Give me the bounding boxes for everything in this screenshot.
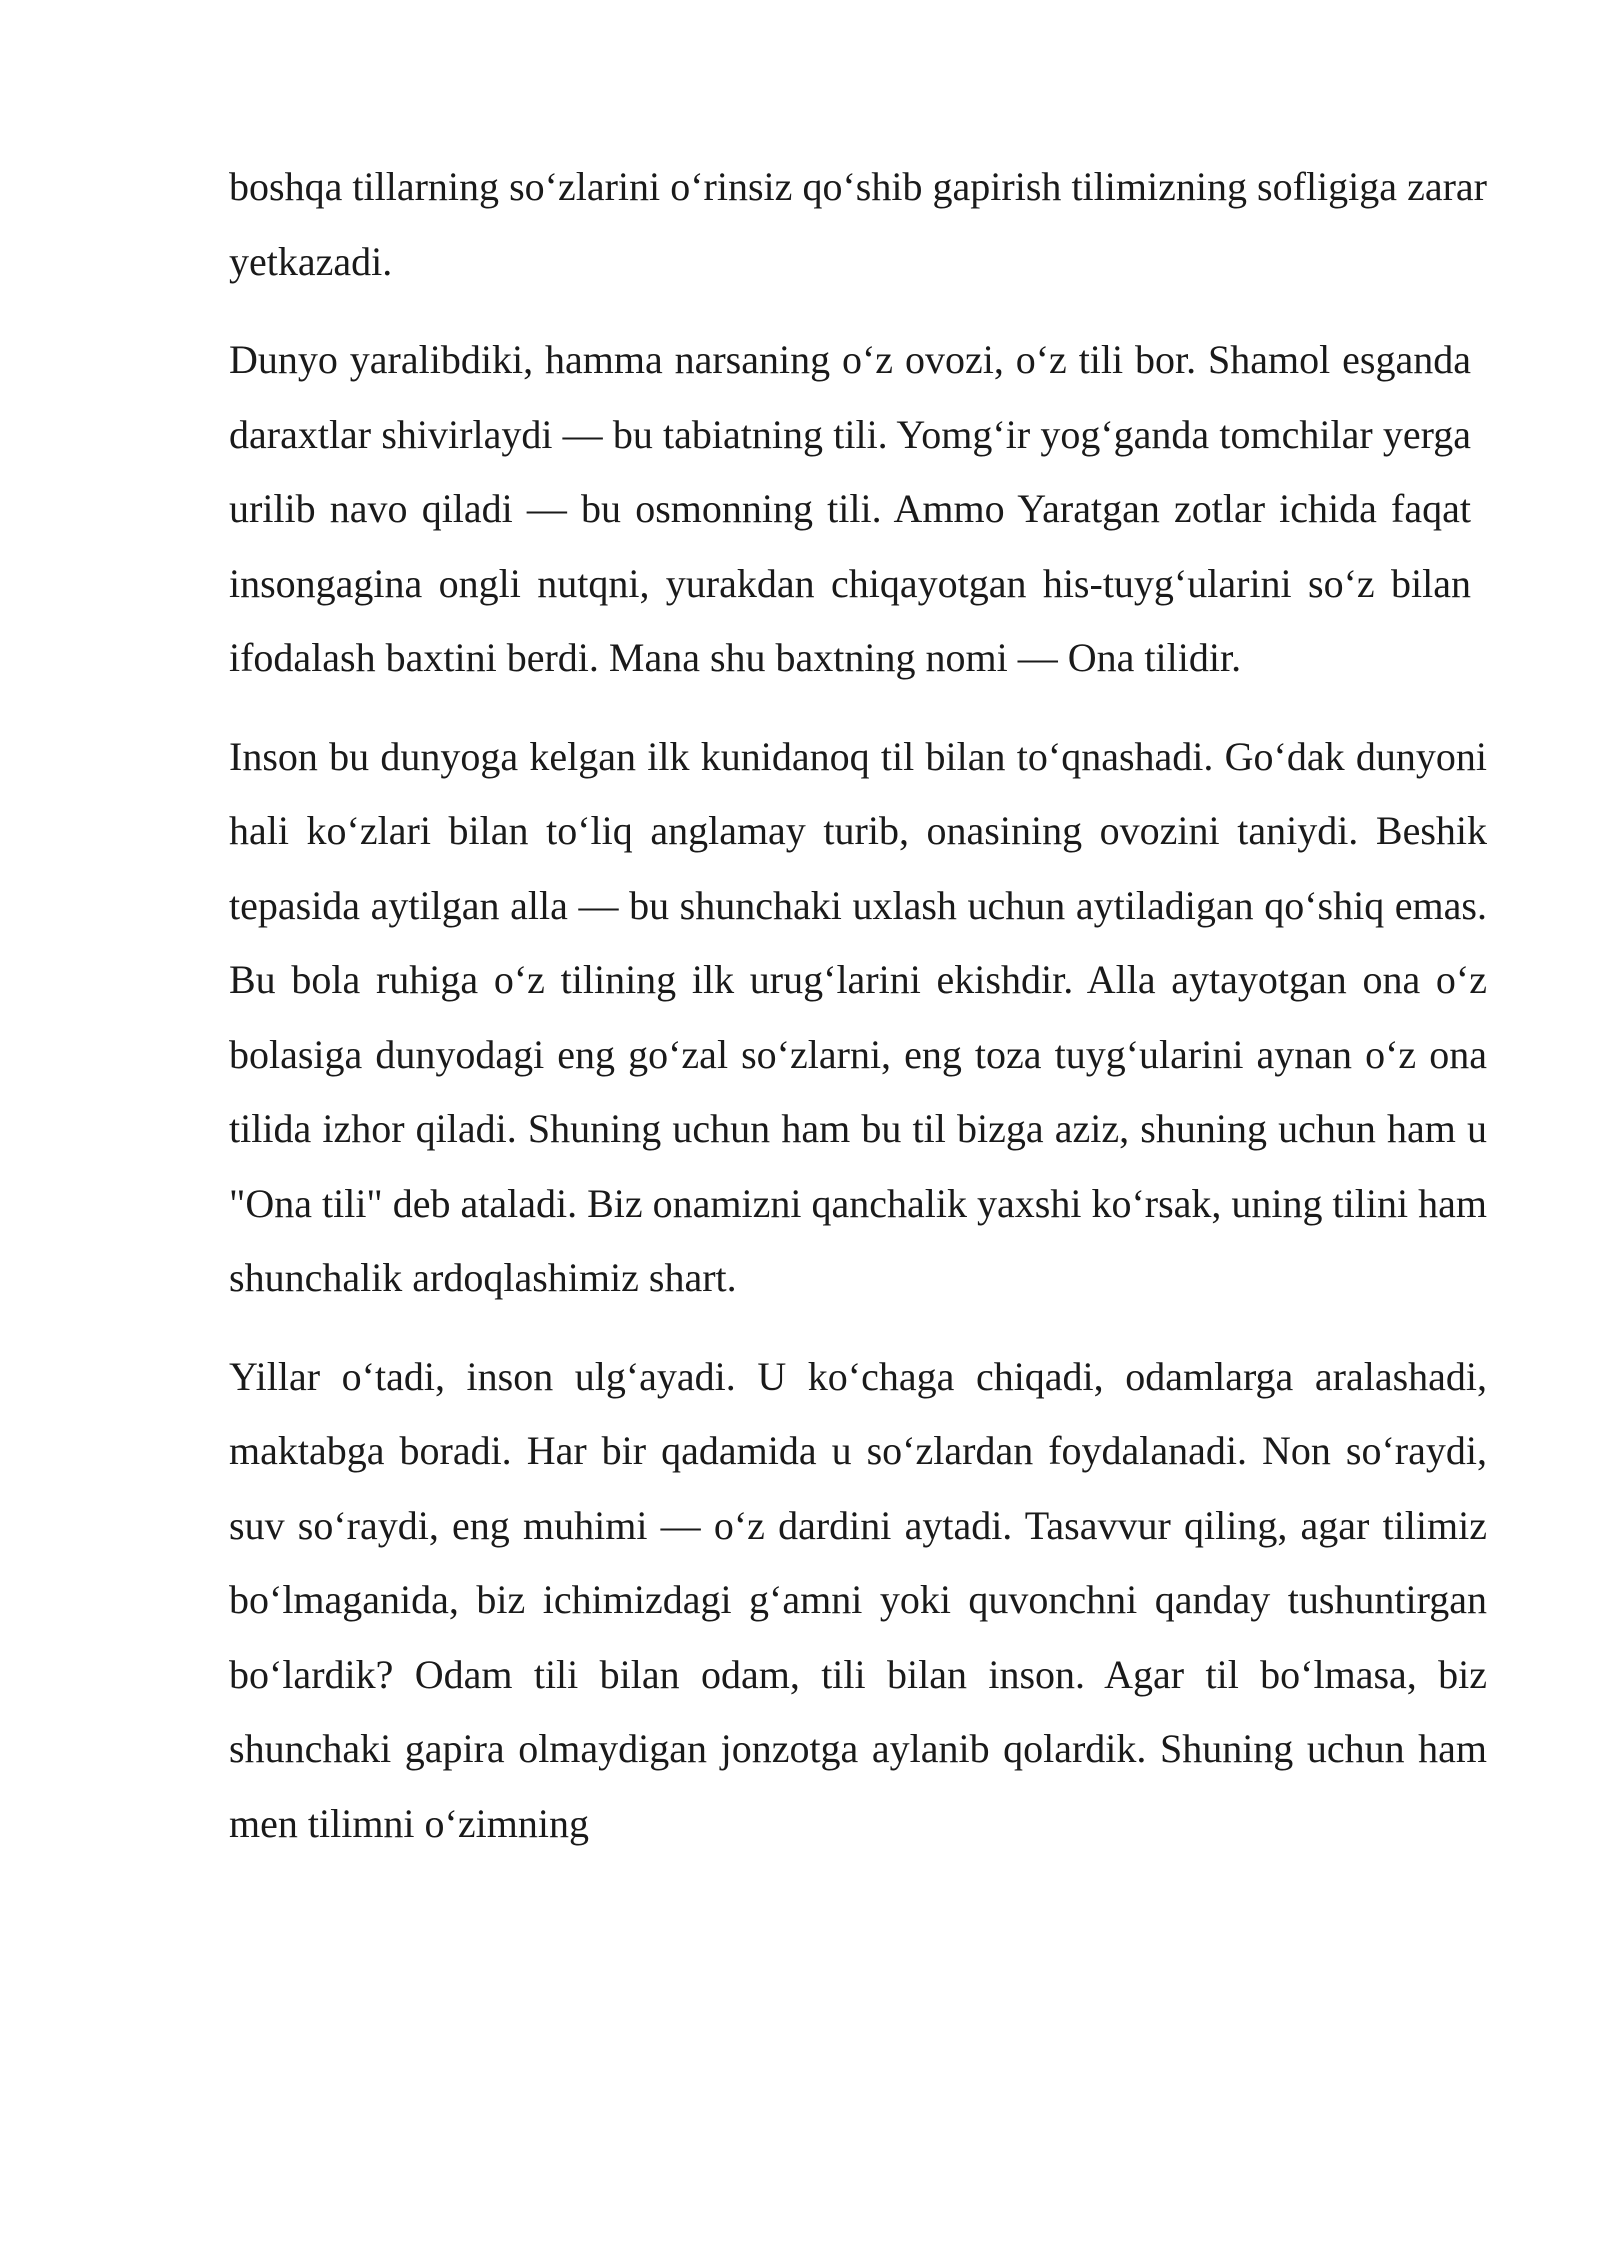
- paragraph-1: boshqa tillarning so‘zlarini o‘rinsiz qo‘shib gapirish tilimizning sofligiga zarar yetkazadi.: [229, 164, 1487, 284]
- paragraph-2: Dunyo yaralibdiki, hamma narsaning o‘z ovozi, o‘z tili bor. Shamol esganda daraxtlar shivirlaydi — bu tabiatning tili. Yomg‘ir yog‘ganda tomchilar yerga urilib navo qiladi — bu osmonning tili. Ammo Yaratgan zotlar ichida faqat insongagina ongli nutqni, yurakdan chiqayotgan his-tuyg‘ularini so‘z bilan ifodalash baxtini berdi. Mana shu baxtning nomi — Ona tilidir.: [229, 337, 1471, 680]
- paragraph-3: Inson bu dunyoga kelgan ilk kunidanoq til bilan to‘qnashadi. Go‘dak dunyoni hali ko‘zlari bilan to‘liq anglamay turib, onasining ovozini taniydi. Beshik tepasida aytilgan alla — bu shunchaki uxlash uchun aytiladigan qo‘shiq emas. Bu bola ruhiga o‘z tilining ilk urug‘larini ekishdir. Alla aytayotgan ona o‘z bolasiga dunyodagi eng go‘zal so‘zlarni, eng toza tuyg‘ularini aynan o‘z ona tilida izhor qiladi. Shuning uchun ham bu til bizga aziz, shuning uchun ham u "Ona tili" deb ataladi. Biz onamizni qanchalik yaxshi ko‘rsak, uning tilini ham shunchalik ardoqlashimiz shart.: [229, 733, 1487, 1300]
- paragraph-4: Yillar o‘tadi, inson ulg‘ayadi. U ko‘chaga chiqadi, odamlarga aralashadi, maktabga boradi. Har bir qadamida u so‘zlardan foydalanadi. Non so‘raydi, suv so‘raydi, eng muhimi — o‘z dardini aytadi. Tasavvur qiling, agar tilimiz bo‘lmaganida, biz ichimizdagi g‘amni yoki quvonchni qanday tushuntirgan bo‘lardik? Odam tili bilan odam, tili bilan inson. Agar til bo‘lmasa, biz shunchaki gapira olmaydigan jonzotga aylanib qolardik. Shuning uchun ham men tilimni o‘zimning: [229, 1353, 1487, 1846]
- body-text: [229, 150, 1487, 1885]
